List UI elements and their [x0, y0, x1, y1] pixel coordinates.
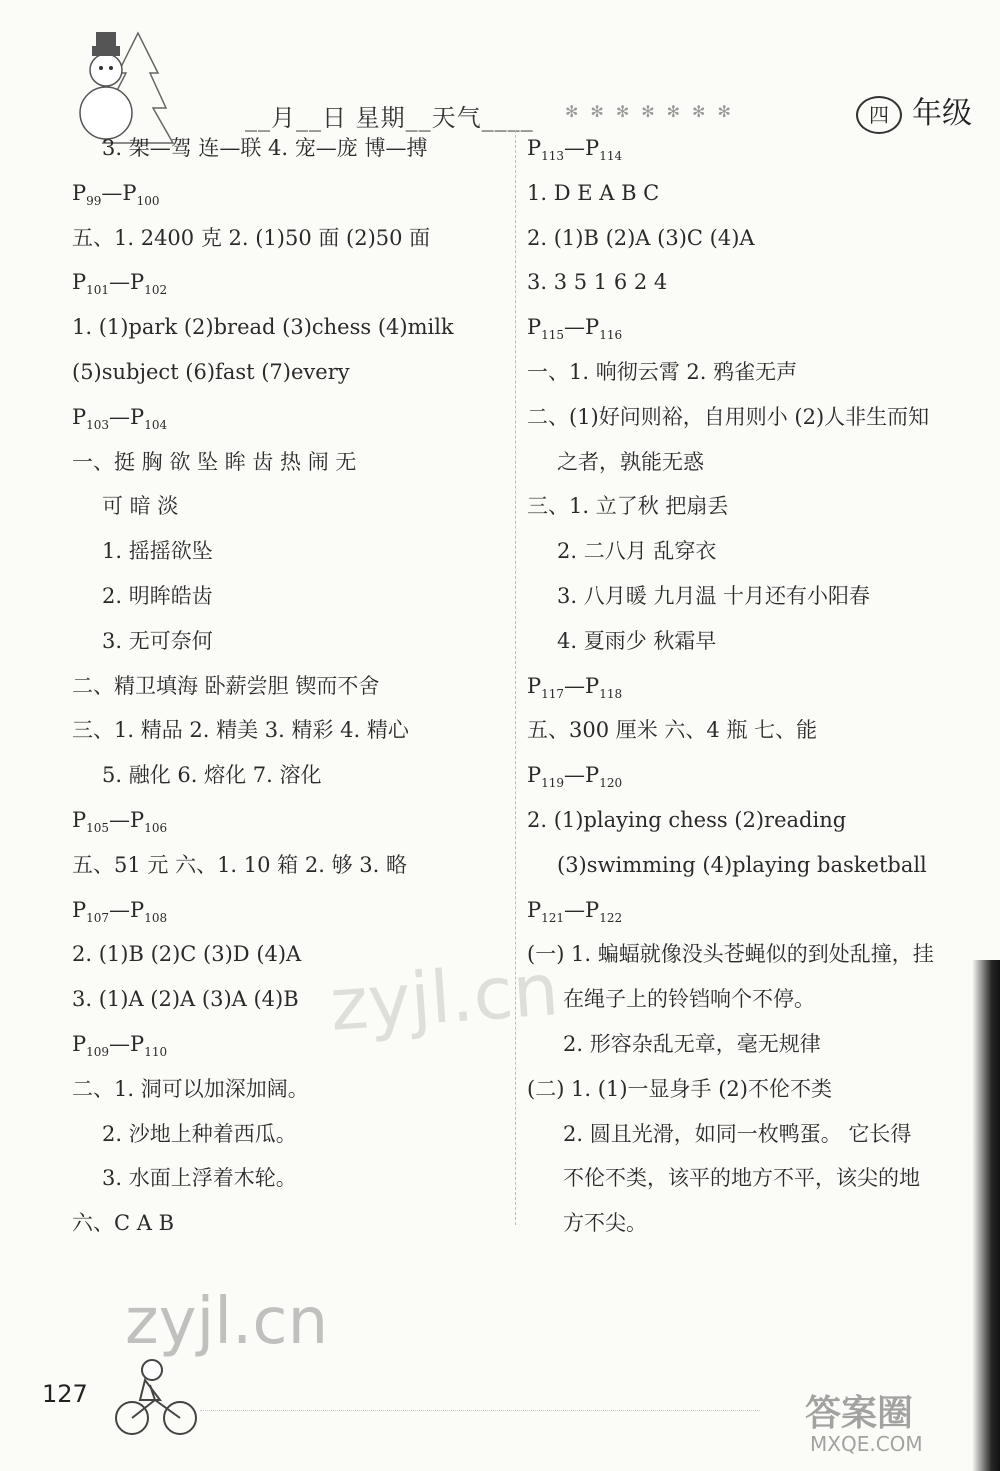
- answer-line: 二、1. 洞可以加深加阔。: [72, 1076, 309, 1101]
- answer-line: 六、C A B: [72, 1211, 175, 1236]
- page-number: 127: [42, 1380, 88, 1408]
- footer-dotted-line: [200, 1410, 760, 1411]
- page-range-heading: $P_{107}—P_{108}$: [72, 897, 168, 925]
- answer-line: 3. 八月暖 九月温 十月还有小阳春: [557, 583, 871, 608]
- page-range-heading: $P_{115}—P_{116}$: [527, 315, 623, 343]
- watermark-url: MXQE.COM: [810, 1432, 923, 1456]
- answer-line: 2. 沙地上种着西瓜。: [102, 1121, 297, 1146]
- answer-line: 3. 3 5 1 6 2 4: [527, 270, 668, 295]
- page-range-heading: $P_{101}—P_{102}$: [72, 270, 168, 298]
- grade-badge: 四: [856, 96, 902, 134]
- answer-line: 三、1. 精品 2. 精美 3. 精彩 4. 精心: [72, 718, 409, 743]
- answer-line: 1. 摇摇欲坠: [102, 539, 213, 564]
- grade-text: 年级: [912, 96, 972, 131]
- answer-line: 一、1. 响彻云霄 2. 鸦雀无声: [527, 359, 798, 384]
- answer-line: 2. 形容杂乱无章，毫无规律: [563, 1031, 821, 1056]
- watermark-answer-logo: 答案圈: [805, 1393, 914, 1434]
- answer-line: 五、1. 2400 克 2. (1)50 面 (2)50 面: [72, 225, 431, 250]
- answer-line: (5)subject (6)fast (7)every: [72, 359, 350, 384]
- page-edge-shadow: [972, 960, 1000, 1471]
- answer-line: 不伦不类，该平的地方不平，该尖的地: [563, 1166, 920, 1191]
- answer-line: 之者，孰能无惑: [557, 449, 704, 474]
- page-range-heading: $P_{103}—P_{104}$: [72, 404, 168, 432]
- date-weather-line: __月__日 星期__天气____: [245, 104, 534, 132]
- page-range-heading: $P_{105}—P_{106}$: [72, 807, 168, 835]
- answer-column-left: [72, 126, 502, 1246]
- answer-line: 二、精卫填海 卧薪尝胆 锲而不舍: [72, 673, 380, 698]
- answer-line: 二、(1)好问则裕，自用则小 (2)人非生而知: [527, 404, 930, 429]
- decorative-snowflakes: ✻✻✻✻✻✻✻: [565, 102, 743, 121]
- answer-line: 2. (1)B (2)C (3)D (4)A: [72, 942, 302, 967]
- answer-line: 五、51 元 六、1. 10 箱 2. 够 3. 略: [72, 852, 407, 877]
- page-range-heading: $P_{117}—P_{118}$: [527, 673, 623, 701]
- answer-line: 方不尖。: [563, 1211, 647, 1236]
- answer-line: 1. (1)park (2)bread (3)chess (4)milk: [72, 315, 454, 340]
- answer-line: 4. 夏雨少 秋霜早: [557, 628, 717, 653]
- answer-line: 3. 水面上浮着木轮。: [102, 1166, 297, 1191]
- answer-line: (一) 1. 蝙蝠就像没头苍蝇似的到处乱撞，挂: [527, 942, 934, 967]
- answer-line: 五、300 厘米 六、4 瓶 七、能: [527, 718, 818, 743]
- answer-line: (二) 1. (1)一显身手 (2)不伦不类: [527, 1076, 832, 1101]
- answer-line: 在绳子上的铃铛响个不停。: [563, 987, 815, 1012]
- answer-line: (3)swimming (4)playing basketball: [557, 852, 927, 877]
- answer-line: 三、1. 立了秋 把扇丢: [527, 494, 729, 519]
- answer-line: 2. (1)B (2)A (3)C (4)A: [527, 225, 755, 250]
- answer-line: 2. 圆且光滑，如同一枚鸭蛋。 它长得: [563, 1121, 912, 1146]
- watermark-zyjl-bottom: zyjl.cn: [125, 1285, 329, 1359]
- girl-bicycle-icon: [110, 1350, 200, 1440]
- answer-line: 3. (1)A (2)A (3)A (4)B: [72, 987, 299, 1012]
- page-range-heading: $P_{99}—P_{100}$: [72, 180, 160, 208]
- answer-line: 2. 二八月 乱穿衣: [557, 539, 717, 564]
- page-range-heading: $P_{119}—P_{120}$: [527, 763, 623, 791]
- answer-line: 2. (1)playing chess (2)reading: [527, 807, 847, 832]
- answer-line: 1. D E A B C: [527, 180, 660, 205]
- page-range-heading: $P_{109}—P_{110}$: [72, 1031, 168, 1059]
- answer-line: 3. 无可奈何: [102, 628, 213, 653]
- page-header: [60, 20, 990, 140]
- answer-line: 5. 融化 6. 熔化 7. 溶化: [102, 763, 322, 788]
- watermark-zyjl: zyjl.cn: [327, 947, 562, 1047]
- answer-line: 3. 架—驾 连—联 4. 宠—庞 博—搏: [102, 136, 428, 160]
- answer-line: 2. 明眸皓齿: [102, 583, 213, 608]
- page-range-heading: $P_{121}—P_{122}$: [527, 897, 623, 925]
- answer-column-right: [527, 126, 967, 1246]
- answer-line: 可 暗 淡: [102, 494, 179, 519]
- page-range-heading: $P_{113}—P_{114}$: [527, 136, 623, 163]
- column-divider: [515, 130, 517, 1225]
- answer-line: 一、挺 胸 欲 坠 眸 齿 热 闹 无: [72, 449, 357, 474]
